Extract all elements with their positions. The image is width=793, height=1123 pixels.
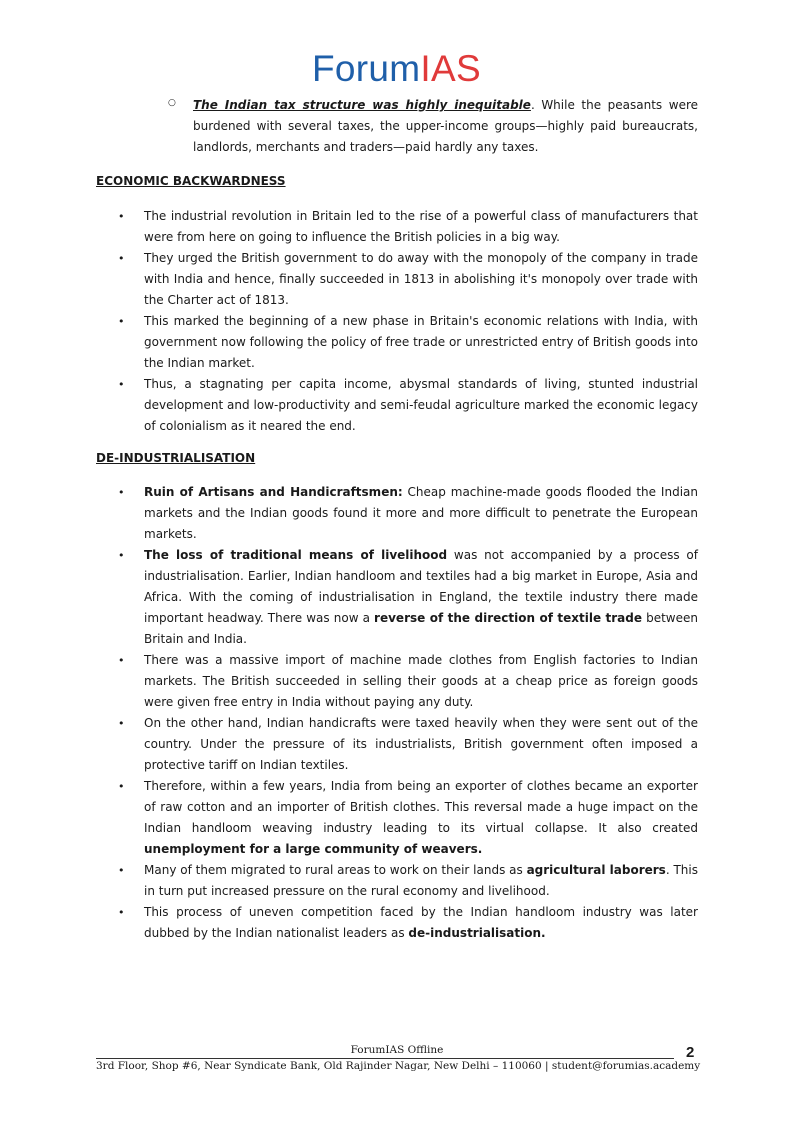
item-text: Therefore, within a few years, India from being an exporter of clothes became an exporter of raw cotton and an importer of British clothes. This reversal made a huge impact on the Indian handloom weaving industry leading to its virtual collapse. It also created (144, 779, 698, 835)
list-item (96, 902, 698, 944)
footer-address: 3rd Floor, Shop #6, Near Syndicate Bank, Old Rajinder Nagar, New Delhi – 110060 | student@forumias.academy (96, 1060, 701, 1072)
economic-backwardness-list (96, 206, 698, 437)
tax-description: . While the peasants were burdened with several taxes, the upper-income groups—highly paid bureaucrats, landlords, merchants and traders—paid hardly any taxes. (193, 98, 699, 154)
list-item (96, 776, 698, 860)
item-text: This process of uneven competition faced by the Indian handloom industry was later dubbed by the Indian nationalist leaders as (144, 905, 698, 940)
item-text: . This in turn put increased pressure on the rural economy and livelihood. (144, 863, 698, 898)
bold-phrase: de-industrialisation. (408, 926, 546, 940)
list-item: • The industrial revolution in Britain led to the rise of a powerful class of manufacturers that were from here on going to influence the British policies in a big way. (96, 206, 698, 248)
list-item (96, 860, 698, 902)
bold-phrase: agricultural laborers (526, 863, 666, 877)
heading-economic-backwardness: ECONOMIC BACKWARDNESS (96, 174, 286, 188)
list-item (96, 482, 698, 545)
page-footer (96, 1044, 701, 1072)
bold-phrase: reverse of the direction of textile trade (374, 611, 643, 625)
list-item (96, 545, 698, 650)
item-text: between Britain and India. (144, 611, 698, 646)
footer-title: ForumIAS Offline (350, 1044, 444, 1056)
footer-divider (96, 1058, 674, 1059)
bold-phrase: The loss of traditional means of livelihood (144, 548, 448, 562)
list-item: • Thus, a stagnating per capita income, abysmal standards of living, stunted industrial development and low-productivity and semi-feudal agriculture marked the economic legacy of colonialism as it neared the end. (96, 374, 698, 437)
item-text: Cheap machine-made goods flooded the Indian markets and the Indian goods found it more and more difficult to penetrate the European markets. (144, 485, 698, 541)
page-number: 2 (686, 1044, 695, 1061)
sub-point-tax-structure (168, 95, 698, 158)
item-text: Many of them migrated to rural areas to work on their lands as (144, 863, 527, 877)
de-industrialisation-list (96, 482, 698, 944)
circle-bullet-icon: ○ (168, 98, 176, 108)
bold-phrase: unemployment for a large community of weavers. (144, 842, 483, 856)
list-item: • On the other hand, Indian handicrafts were taxed heavily when they were sent out of the country. Under the pressure of its industrialists, British government often imposed a protective tariff on Indian textiles. (96, 713, 698, 776)
list-item: • This marked the beginning of a new phase in Britain's economic relations with India, with government now following the policy of free trade or unrestricted entry of British goods into the Indian market. (96, 311, 698, 374)
logo-ias-text: IAS (420, 48, 481, 89)
bold-phrase: Ruin of Artisans and Handicraftsmen: (144, 485, 403, 499)
logo-forum-text: Forum (312, 48, 421, 89)
list-item: • There was a massive import of machine made clothes from English factories to Indian markets. The British succeeded in selling their goods at a cheap price as foreign goods were given free entry in India without paying any duty. (96, 650, 698, 713)
tax-emphasis: The Indian tax structure was highly inequitable (193, 98, 531, 112)
item-text: was not accompanied by a process of industrialisation. Earlier, Indian handloom and textiles had a big market in Europe, Asia and Africa. With the coming of industrialisation in England, the textile industry there made important headway. There was now a (144, 548, 698, 625)
list-item: • They urged the British government to do away with the monopoly of the company in trade with India and hence, finally succeeded in 1813 in abolishing it's monopoly over trade with the Charter act of 1813. (96, 248, 698, 311)
heading-de-industrialisation: DE-INDUSTRIALISATION (96, 451, 256, 465)
forumias-logo (0, 48, 793, 90)
sub-point-text (193, 95, 698, 158)
